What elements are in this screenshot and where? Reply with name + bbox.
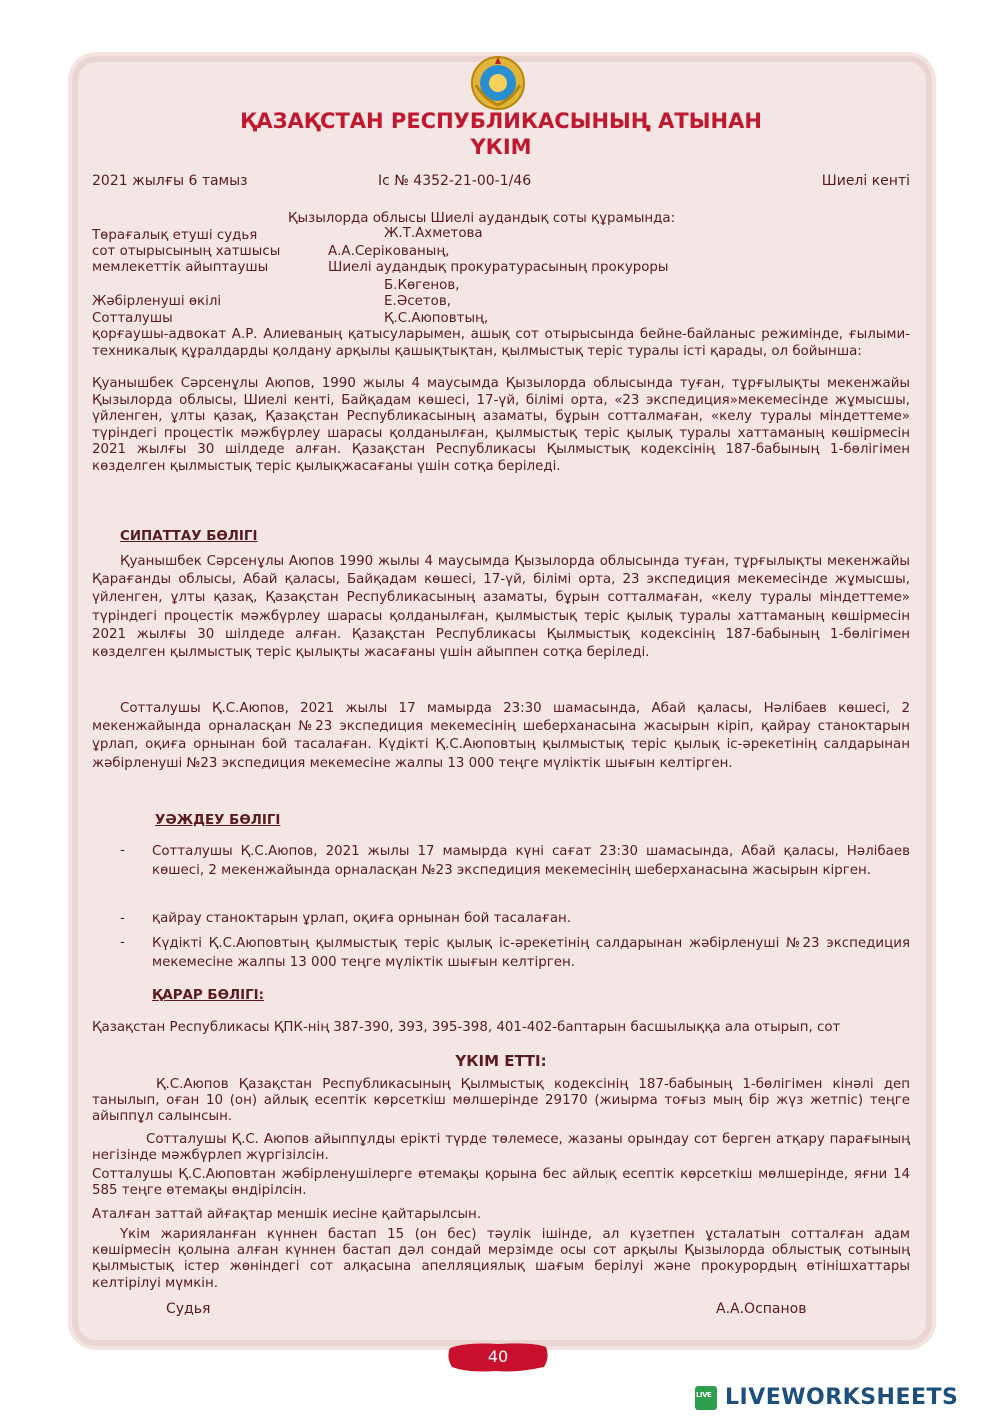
page-number: 40 <box>487 1347 509 1366</box>
document-place: Шиелі кенті <box>821 173 910 189</box>
court-name-4: Б.Көгенов, <box>384 278 460 293</box>
defendant-paragraph: Қуанышбек Сәрсенұлы Аюпов, 1990 жылы 4 маусымда Қызылорда облысында туған, тұрғылықты мекенжайы Қызылорда облысы, Шиелі кенті, Байқадам көшесі, 17-үй, білімі орта, «23 экспедиция»мекемесінде жұмысшы, үйленген, ұлты қазақ, Қазақстан Республикасының азаматы, бұрын сотталмаған, «келу туралы міндеттеме» түріндегі процестік мәжбүрлеу шарасы қолданылған, қылмыстық теріс қылық туралы хаттаманың көшірмесін 2021 жылғы 30 шілдеде алған. Қазақстан Республикасы Қылмыстық кодексінің 187-бабының 1-бөлігімен көзделген қылмыстық теріс қылықжасағаны үшін сотқа беріледі. <box>92 376 910 474</box>
title-line-1: ҚАЗАҚСТАН РЕСПУБЛИКАСЫНЫҢ АТЫНАН <box>240 109 762 133</box>
court-role-3: мемлекеттік айыптаушы <box>92 260 269 275</box>
resolution-intro: Қазақстан Республикасы ҚПК-нің 387-390, 393, 395-398, 401-402-баптарын басшылыққа ала отырып, сот <box>92 1020 841 1035</box>
page-number-badge <box>446 1340 550 1374</box>
state-emblem-icon <box>470 55 526 111</box>
verdict-heading: ҮКІМ ЕТТІ: <box>455 1052 547 1070</box>
court-role-2: сот отырысының хатшысы <box>92 244 281 259</box>
court-intro: қорғаушы-адвокат А.Р. Алиеваның қатысуларымен, ашық сот отырысында бейне-байланыс режимінде, ғылыми-техникалық құралдарды қолдану арқылы қашықтықтан, қылмыстық теріс туралы істі қарады, ол бойынша: <box>92 327 910 359</box>
motivation-heading: УӘЖДЕУ БӨЛІГІ <box>155 813 281 828</box>
verdict-paragraph-3: Сотталушы Қ.С.Аюповтан жәбірленушілерге өтемақы қорына бес айлық есептік көрсеткіш мөлшерінде, яғни 14 585 теңге өтемақы өндірілсін. <box>92 1167 910 1199</box>
bullet-1: - <box>120 843 125 858</box>
live-badge-icon <box>695 1386 717 1410</box>
court-name-1: Ж.Т.Ахметова <box>384 226 483 241</box>
descriptive-paragraph-1: Қуанышбек Сәрсенұлы Аюпов 1990 жылы 4 маусымда Қызылорда облысында туған, тұрғылықты мекенжайы Қарағанды облысы, Абай қаласы, Байқадам көшесі, 17-үй, білімі орта, 23 экспедиция мекемесінде жұмысшы, үйленген, ұлты қазақ, Қазақстан Республикасының азаматы, бұрын сотталмаған, «келу туралы міндеттеме» түріндегі процестік мәжбүрлеу шарасы қолданылған, қылмыстық теріс қылық туралы хаттаманың көшірмесін 2021 жылғы 30 шілдеде алған. Қазақстан Республикасы Қылмыстық кодексінің 187-бабының 1-бөлігімен көзделген қылмыстық теріс қылықты жасағаны үшін айыппен сотқа беріледі. <box>92 554 910 661</box>
court-name-2: А.А.Серікованың, <box>328 244 450 259</box>
title-line-2: ҮКІМ <box>470 135 532 159</box>
descriptive-paragraph-2: Сотталушы Қ.С.Аюпов, 2021 жылы 17 мамырда 23:30 шамасында, Абай қаласы, Нәлібаев көшесі, 2 мекенжайында орналасқан №23 экспедиция мекемесінің шеберханасына жасырын кіріп, қайрау станоктарын ұрлап, оқиға орнынан бой тасалаған. Күдікті Қ.С.Аюповтың қылмыстық теріс қылық іс-әрекетінің салдарынан жәбірленуші №23 экспедиция мекемесіне жалпы 13 000 теңге мүліктік шығын келтірген. <box>92 701 910 771</box>
resolution-heading: ҚАРАР БӨЛІГІ: <box>152 988 264 1003</box>
document-date: 2021 жылғы 6 тамыз <box>92 173 248 189</box>
verdict-paragraph-1: Қ.С.Аюпов Қазақстан Республикасының Қылмыстық кодексінің 187-бабының 1-бөлігімен кінәлі деп танылып, оған 10 (он) айлық есептік көрсеткіш мөлшерінде 29170 (жиырма тоғыз мың бір жүз жетпіс) теңге айыппұл салынсын. <box>92 1077 910 1125</box>
court-line: Қызылорда облысы Шиелі аудандық соты құрамында: <box>288 211 676 226</box>
liveworksheets-logo[interactable] <box>695 1382 995 1414</box>
court-name-6: Қ.С.Аюповтың, <box>384 311 489 326</box>
court-role-1: Төрағалық етуші судья <box>92 228 258 243</box>
motivation-item-2: қайрау станоктарын ұрлап, оқиға орнынан бой тасалаған. <box>152 911 572 926</box>
court-name-5: Е.Әсетов, <box>384 294 451 309</box>
verdict-paragraph-2: Сотталушы Қ.С. Аюпов айыппұлды ерікті түрде төлемесе, жазаны орындау сот берген атқару парағының негізінде мәжбүрлеп жүргізілсін. <box>92 1132 910 1164</box>
court-role-5: Жәбірленуші өкілі <box>92 294 222 309</box>
signature-name: А.А.Оспанов <box>716 1301 807 1317</box>
bullet-3: - <box>120 935 125 950</box>
verdict-paragraph-5: Үкім жарияланған күннен бастап 15 (он бес) тәулік ішінде, ал күзетпен ұсталатын сотталған адам көшірмесін қолына алған күннен бастап дәл сондай мерзімде осы сот арқылы Қызылорда облыстық сотының қылмыстық істер жөніндегі сот алқасына апелляциялық шағым берілуі және прокурордың өтінішхаттары келтірілуі мүмкін. <box>92 1227 910 1291</box>
live-badge-text: LIVE <box>696 1391 712 1399</box>
brand-name: LIVEWORKSHEETS <box>725 1385 959 1410</box>
verdict-paragraph-4: Аталған заттай айғақтар меншік иесіне қайтарылсын. <box>92 1207 482 1222</box>
motivation-item-3: Күдікті Қ.С.Аюповтың қылмыстық теріс қылық іс-әрекетінің салдарынан жәбірленуші №23 экспедиция мекемесіне жалпы 13 000 теңге мүліктік шығын келтірген. <box>152 936 910 970</box>
descriptive-heading: СИПАТТАУ БӨЛІГІ <box>120 529 258 544</box>
motivation-item-1: Сотталушы Қ.С.Аюпов, 2021 жылы 17 мамырда күні сағат 23:30 шамасында, Абай қаласы, Нәлібаев көшесі, 2 мекенжайында орналасқан №23 экспедиция мекемесінің шеберханасына жасырын кірген. <box>152 844 910 878</box>
court-role-6: Сотталушы <box>92 311 173 326</box>
case-number: Іс № 4352-21-00-1/46 <box>378 173 532 189</box>
court-name-3: Шиелі аудандық прокуратурасының прокуроры <box>328 260 669 275</box>
bullet-2: - <box>120 911 125 926</box>
signature-role: Судья <box>166 1301 211 1317</box>
document-title <box>92 108 910 160</box>
